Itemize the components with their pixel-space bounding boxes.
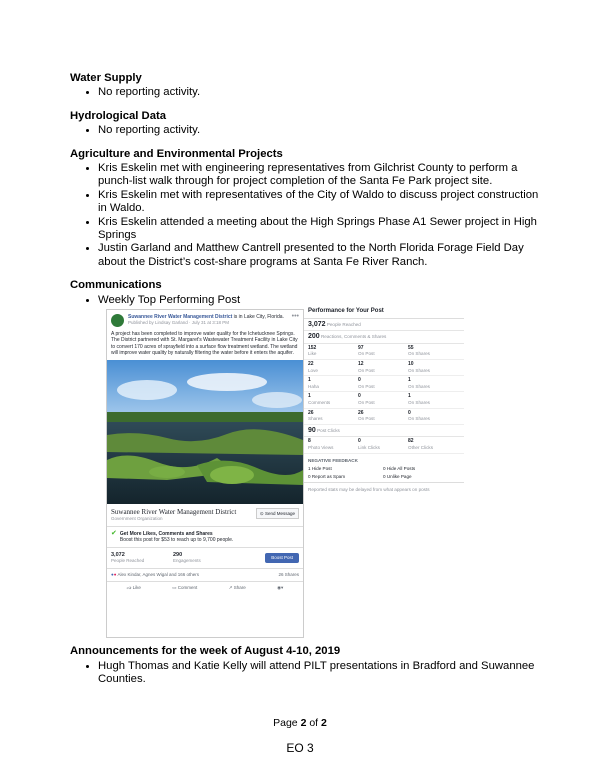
page-logo-icon (111, 314, 124, 327)
perf-grid-value: 1 (408, 393, 411, 400)
perf-grid-value: 0 (358, 377, 361, 384)
org-name[interactable]: Suwannee River Water Management District (111, 507, 237, 516)
perf-grid-value: 152 (308, 344, 317, 351)
share-button[interactable] (229, 585, 246, 591)
perf-grid-cell (408, 411, 458, 422)
perf-grid-cell (358, 378, 408, 389)
perf-post-clicks-label: Post Clicks (317, 427, 340, 433)
engagements-value: 290 (173, 551, 183, 558)
section-agriculture (70, 148, 540, 270)
reached-stat (111, 552, 173, 564)
boost-post-button[interactable]: Boost Post (265, 553, 299, 563)
heading-water-supply: Water Supply (70, 72, 142, 84)
negative-hide-post: 1 Hide Post (308, 466, 332, 472)
perf-grid-value: 10 (408, 361, 414, 368)
perf-grid-cell (358, 394, 408, 405)
perf-grid-value: 0 (408, 409, 411, 416)
perf-grid-label: On Shares (408, 351, 430, 357)
negative-feedback-title: NEGATIVE FEEDBACK (308, 457, 358, 463)
heading-announcements: Announcements for the week of August 4-10, 2019 (70, 645, 341, 658)
page-number (0, 717, 600, 729)
share-icon: ↗ (228, 584, 233, 590)
post-screenshot (70, 307, 540, 637)
post-header (107, 310, 303, 329)
list-item: • Kris Eskelin met with representatives of the City of Waldo to discuss project construction in Waldo. (98, 189, 540, 216)
reactions-text: Alex Kindar, Agnes Wigal and 166 others (117, 571, 200, 577)
perf-grid-cell (408, 346, 458, 357)
perf-grid-value: 22 (308, 361, 314, 368)
perf-grid-label: On Shares (408, 400, 430, 406)
perf-grid-cell (308, 411, 358, 422)
audience-selector-icon[interactable]: ◉▾ (277, 584, 284, 590)
page-name-link[interactable]: Suwannee River Water Management District (128, 314, 233, 321)
like-label: Like (132, 584, 141, 590)
clicks-value: 0 (358, 438, 361, 445)
perf-grid-value: 12 (358, 361, 364, 368)
negative-unlike: 0 Unlike Page (383, 473, 412, 479)
perf-grid-cell (308, 362, 358, 373)
perf-grid-label: On Post (358, 351, 375, 357)
perf-grid-cell (358, 362, 408, 373)
send-message-label: Send Message (264, 510, 295, 516)
post-text: A project has been completed to improve water quality for the Ichetucknee Springs. The District partnered with St. Margaret's Wastewater Treatment Facility in Lake City to convert 170 acres of sprayfield into a surface flow treatment wetland. The wetland will improve water quality by naturally filtering the water before it enters the aquifer. (111, 331, 298, 356)
perf-grid-row (304, 376, 464, 392)
perf-reaction-grid (304, 344, 464, 425)
love-icon: ● (113, 571, 117, 577)
negative-row (304, 465, 464, 473)
perf-grid-value: 1 (308, 377, 311, 384)
page-prefix: Page (273, 717, 301, 729)
perf-grid-label: Like (308, 351, 317, 357)
clicks-cell (358, 439, 408, 450)
page-total: 2 (321, 717, 327, 729)
clicks-value: 8 (308, 438, 311, 445)
boost-text: Boost this post for $53 to reach up to 9,700 people. (119, 536, 234, 543)
boost-text-block (120, 531, 233, 543)
clicks-label: Other Clicks (408, 445, 434, 450)
perf-grid-value: 1 (408, 377, 411, 384)
perf-grid-value: 26 (308, 409, 314, 416)
like-love-icon: ● (111, 571, 114, 577)
perf-grid-label: On Post (358, 400, 375, 406)
perf-reached-label: People Reached (326, 321, 361, 327)
perf-clicks-grid (304, 437, 464, 453)
section-communications (70, 279, 540, 637)
perf-grid-cell (308, 378, 358, 389)
perf-grid-label: On Shares (408, 416, 430, 422)
clicks-cell (308, 439, 358, 450)
checkmark-icon: ✔ (111, 529, 117, 537)
perf-grid-cell (308, 346, 358, 357)
perf-grid-label: On Shares (408, 367, 430, 373)
list-water-supply (70, 86, 540, 99)
perf-grid-row (304, 360, 464, 376)
perf-grid-cell (358, 346, 408, 357)
perf-grid-label: Comments (308, 400, 331, 406)
org-info (111, 508, 241, 522)
list-announcements (70, 660, 540, 687)
reached-label: People Reached (111, 557, 145, 563)
post-actions (107, 581, 303, 594)
perf-grid-label: On Shares (408, 383, 430, 389)
perf-grid-label: On Post (358, 416, 375, 422)
perf-grid-value: 97 (358, 344, 364, 351)
post-meta: Published by Lindsay Garland · July 31 at 3:18 PM (128, 320, 230, 326)
org-bar (107, 504, 303, 527)
section-hydrological (70, 110, 540, 138)
list-agriculture (70, 162, 540, 269)
reactions-bar (107, 569, 303, 581)
list-hydrological (70, 124, 540, 137)
perf-grid-cell (408, 394, 458, 405)
section-announcements (70, 645, 540, 686)
page-current: 2 (300, 717, 307, 729)
negative-row (304, 473, 464, 481)
list-item: • Kris Eskelin met with engineering representatives from Gilchrist County to perform a punch-list walk through for project completion of the Santa Fe Park project site. (98, 162, 540, 189)
reactions-summary[interactable] (111, 572, 199, 578)
share-label: Share (233, 584, 246, 590)
performance-panel (304, 307, 464, 497)
reached-value: 3,072 (111, 551, 125, 558)
negative-spam: 0 Report as Spam (308, 473, 346, 479)
facebook-post-card (106, 309, 304, 638)
thumbs-up-icon: 👍︎ (126, 584, 132, 590)
heading-agriculture: Agriculture and Environmental Projects (70, 147, 283, 160)
perf-reached (304, 319, 464, 332)
list-item: • Kris Eskelin attended a meeting about the High Springs Phase A1 Sewer project in High Springs (98, 216, 540, 243)
perf-grid-value: 0 (358, 393, 361, 400)
performance-title: Performance for Your Post (304, 307, 464, 319)
post-title (128, 314, 292, 327)
send-message-button[interactable] (256, 508, 299, 519)
engagements-label: Engagements (173, 557, 201, 563)
perf-post-clicks (304, 425, 464, 438)
document-page (70, 72, 540, 686)
list-item: • Justin Garland and Matthew Cantrell presented to the North Florida Forage Field Day about the District’s cost-share programs at Santa Fe River Ranch. (98, 242, 540, 269)
list-communications (70, 294, 540, 307)
list-item: • Hugh Thomas and Katie Kelly will attend PILT presentations in Bradford and Suwannee Counties. (98, 660, 540, 687)
perf-grid-value: 26 (358, 409, 364, 416)
comment-icon: ▭ (172, 584, 177, 590)
boost-title: Get More Likes, Comments and Shares (119, 530, 213, 537)
perf-reactions-value: 200 (308, 333, 320, 341)
perf-grid-value: 1 (308, 393, 311, 400)
perf-grid-cell (408, 378, 458, 389)
perf-grid-label: Love (308, 367, 318, 373)
section-water-supply (70, 72, 540, 100)
list-item: • Weekly Top Performing Post (98, 294, 540, 307)
perf-grid-label: Shares (308, 416, 323, 422)
perf-grid-value: 55 (408, 344, 414, 351)
clicks-label: Link Clicks (358, 445, 380, 450)
messenger-icon: ⊙ (259, 510, 264, 516)
post-stats (107, 548, 303, 569)
page-of: of (306, 717, 322, 729)
clicks-label: Photo Views (308, 445, 334, 450)
perf-grid-cell (408, 362, 458, 373)
list-item: • No reporting activity. (98, 124, 540, 137)
comment-label: Comment (177, 584, 198, 590)
comment-button[interactable] (172, 585, 197, 591)
clicks-cell (408, 439, 458, 450)
perf-grid-label: On Post (358, 367, 375, 373)
shares-count[interactable]: 26 Shares (278, 571, 299, 577)
perf-reactions-label: Reactions, Comments & Shares (320, 334, 387, 340)
perf-grid-row (304, 344, 464, 360)
heading-hydrological: Hydrological Data (70, 109, 167, 122)
perf-reached-value: 3,072 (308, 320, 326, 328)
perf-grid-cell (358, 411, 408, 422)
performance-note: Reported stats may be delayed from what appears on posts (304, 482, 464, 497)
perf-reactions (304, 331, 464, 344)
list-item: • No reporting activity. (98, 86, 540, 99)
negative-hide-all: 0 Hide All Posts (383, 466, 416, 472)
perf-grid-row (304, 392, 464, 408)
boost-banner (107, 527, 303, 548)
document-code: EO 3 (286, 741, 314, 755)
like-button[interactable] (127, 585, 141, 591)
perf-post-clicks-value: 90 (308, 426, 316, 434)
engagements-stat (173, 552, 235, 564)
perf-grid-row (304, 409, 464, 425)
perf-grid-label: On Post (358, 383, 375, 389)
perf-grid-cell (308, 394, 358, 405)
heading-communications: Communications (70, 279, 162, 292)
post-photo[interactable] (107, 360, 303, 504)
post-location: is in Lake City, Florida. (232, 314, 284, 321)
more-options-icon[interactable]: ••• (291, 313, 299, 321)
clicks-value: 82 (408, 438, 414, 445)
org-type: Government Organization (111, 515, 163, 521)
perf-grid-label: Haha (308, 383, 319, 389)
